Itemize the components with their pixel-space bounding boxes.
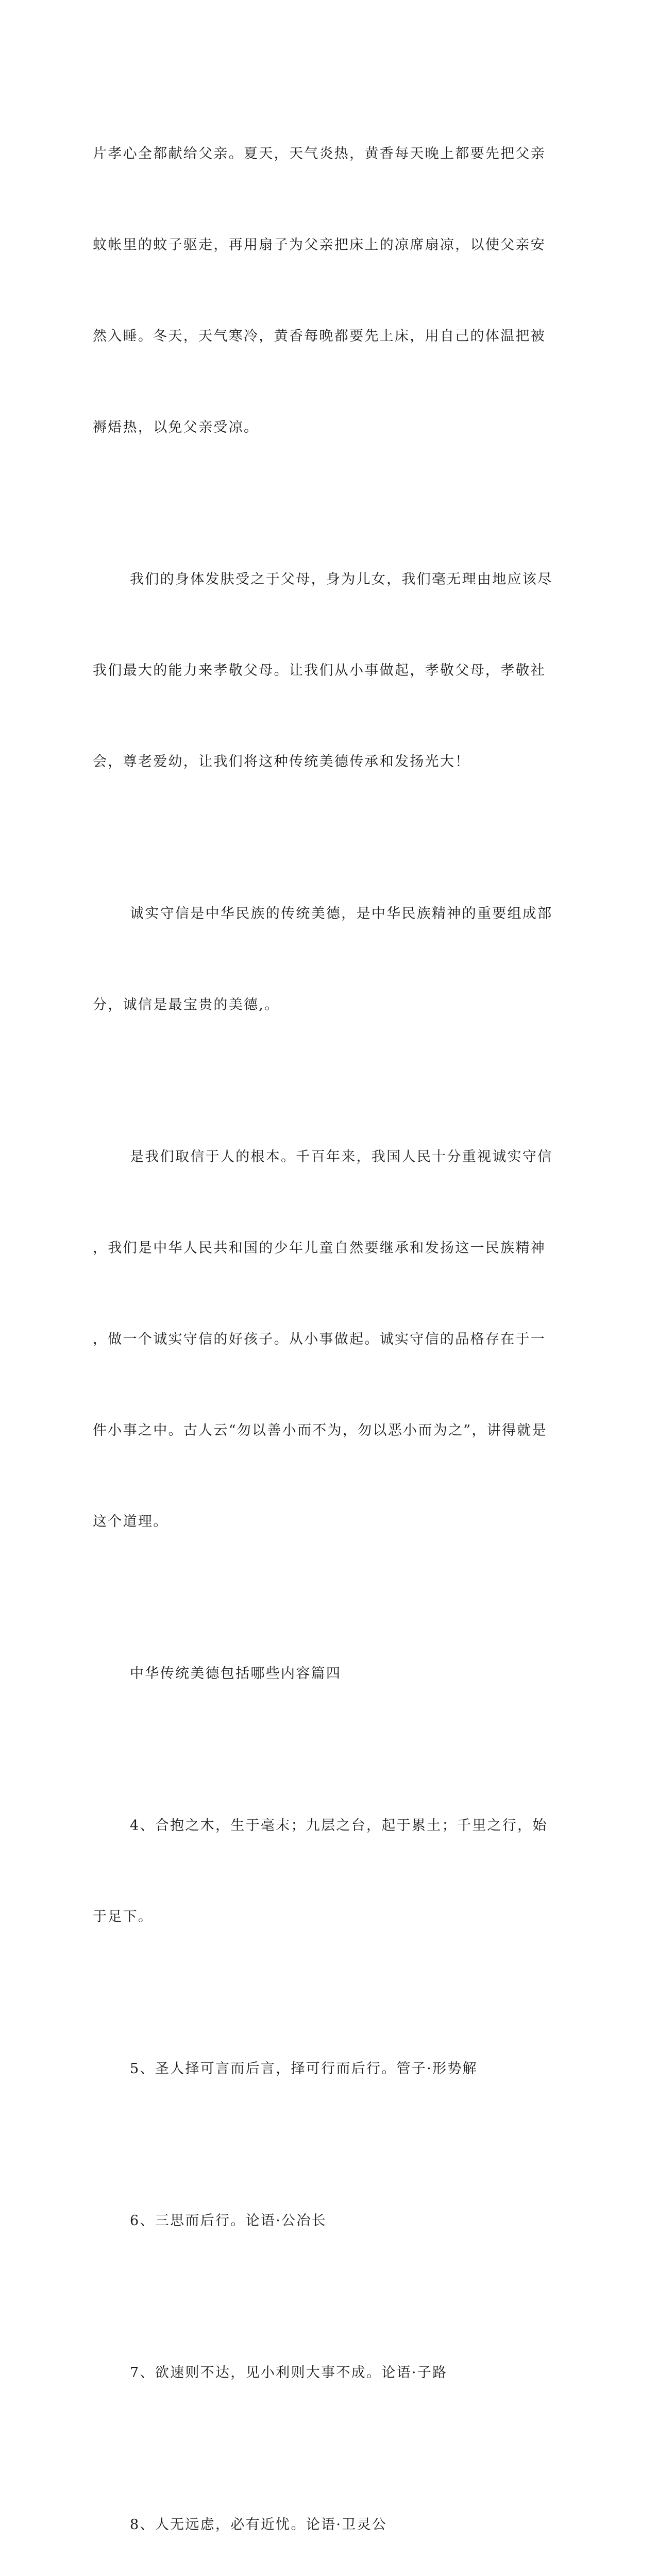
document-page xyxy=(93,78,553,2576)
paragraph-4 xyxy=(93,1081,553,1598)
text-line: 然入睡。冬天，天气寒冷，黄香每晚都要先上床，用自己的体温把被 xyxy=(93,328,546,344)
text-line: 会，尊老爱幼，让我们将这种传统美德传承和发扬光大！ xyxy=(93,754,470,770)
quote-item-8 xyxy=(93,2449,531,2576)
text-line: ，我们是中华人民共和国的少年儿童自然要继承和发扬这一民族精神 xyxy=(93,1240,546,1256)
text-line: 我们的身体发肤受之于父母，身为儿女，我们毫无理由地应该尽 xyxy=(130,571,553,587)
paragraph-3 xyxy=(93,838,553,1081)
text-line: 于足下。 xyxy=(93,1909,154,1925)
quote-item-6 xyxy=(93,2145,531,2297)
text-line: 片孝心全都献给父亲。夏天，天气炎热，黄香每天晚上都要先把父亲 xyxy=(93,146,546,162)
text-line: 4、合抱之木，生于毫末；九层之台，起于累土；千里之行，始 xyxy=(130,1818,548,1834)
text-line: 8、人无远虑，必有近忧。论语·卫灵公 xyxy=(130,2517,388,2533)
text-line: 这个道理。 xyxy=(93,1514,169,1530)
text-line: 我们最大的能力来孝敬父母。让我们从小事做起，孝敬父母，孝敬社 xyxy=(93,663,546,679)
heading-text: 中华传统美德包括哪些内容篇四 xyxy=(130,1666,342,1682)
text-line: 7、欲速则不达，见小利则大事不成。论语·子路 xyxy=(130,2365,448,2381)
text-line: 件小事之中。古人云“勿以善小而不为，勿以恶小而为之”，讲得就是 xyxy=(93,1422,547,1438)
paragraph-2 xyxy=(93,503,553,838)
quote-item-5 xyxy=(93,1993,531,2145)
text-line: 5、圣人择可言而后言，择可行而后行。管子·形势解 xyxy=(130,2061,478,2077)
text-line: 分，诚信是最宝贵的美德,。 xyxy=(93,997,280,1013)
text-line: 6、三思而后行。论语·公冶长 xyxy=(130,2213,327,2229)
quote-item-7 xyxy=(93,2297,531,2449)
text-line: 诚实守信是中华民族的传统美德，是中华民族精神的重要组成部 xyxy=(130,906,553,922)
quote-item-4 xyxy=(93,1750,548,1993)
section-heading xyxy=(93,1598,531,1750)
paragraph-1 xyxy=(93,78,546,503)
text-line: 褥焐热，以免父亲受凉。 xyxy=(93,419,259,435)
text-line: 是我们取信于人的根本。千百年来，我国人民十分重视诚实守信 xyxy=(130,1149,553,1165)
text-line: ，做一个诚实守信的好孩子。从小事做起。诚实守信的品格存在于一 xyxy=(93,1331,546,1347)
text-line: 蚊帐里的蚊子驱走，再用扇子为父亲把床上的凉席扇凉，以使父亲安 xyxy=(93,237,546,253)
